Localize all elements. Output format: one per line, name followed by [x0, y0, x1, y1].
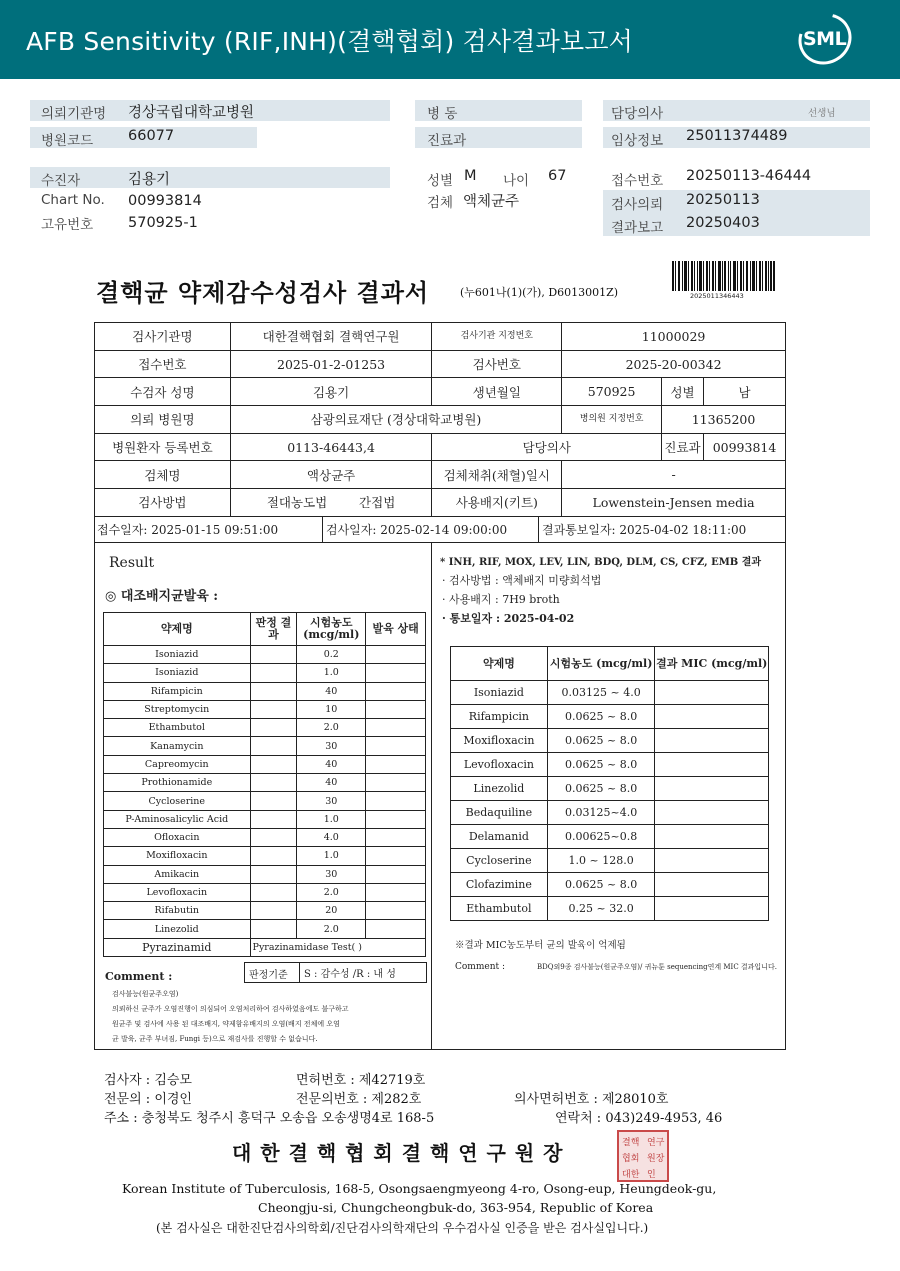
hosp-code-label-cell: 병의원 지정번호	[562, 406, 662, 434]
table-row	[104, 755, 426, 773]
test-concentration: 1.0	[297, 810, 366, 828]
drug-col-header: 약제명	[104, 613, 251, 646]
pza-value: Pyrazinamidase Test( )	[250, 938, 425, 956]
judge-result	[250, 865, 297, 883]
growth-status	[366, 700, 426, 718]
patient-label: 수진자	[41, 173, 81, 189]
sex-label-cell: 성별	[662, 378, 704, 406]
growth-status	[366, 810, 426, 828]
table-row	[451, 873, 769, 897]
eng-address-2: Cheongju-si, Chungcheongbuk-do, 363-954, Republic of Korea	[258, 1200, 654, 1215]
growth-status	[366, 902, 426, 920]
patient-name-value: 김용기	[230, 378, 432, 406]
mic-drug-name: Cycloserine	[451, 849, 548, 873]
test-concentration: 1.0	[297, 664, 366, 682]
table-row	[104, 737, 426, 755]
address: 주소 : 충청북도 청주시 흥덕구 오송읍 오송생명4로 168-5	[104, 1111, 435, 1126]
chart-label: Chart No.	[41, 192, 105, 208]
test-concentration: 20	[297, 902, 366, 920]
mic-concentration: 0.00625~0.8	[547, 825, 655, 849]
growth-status	[366, 664, 426, 682]
barcode-number: 2025011346443	[690, 292, 744, 300]
mic-drug-name: Ethambutol	[451, 897, 548, 921]
mic-result	[655, 753, 769, 777]
mic-comment-label: Comment :	[455, 962, 506, 972]
mic-concentration: 0.03125 ~ 4.0	[547, 681, 655, 705]
medium-value: Lowenstein-Jensen media	[562, 489, 786, 517]
growth-col-header: 발육 상태	[366, 613, 426, 646]
age-label: 나이	[503, 173, 530, 189]
table-row	[451, 753, 769, 777]
mic-result	[655, 729, 769, 753]
age-value: 67	[548, 168, 567, 184]
specialist-number: 전문의번호 : 제282호	[296, 1092, 422, 1107]
dates-row	[94, 516, 786, 543]
table-row	[104, 646, 426, 664]
mic-conc-header: 시험농도 (mcg/ml)	[547, 647, 655, 681]
table-row	[104, 792, 426, 810]
certification: (본 검사실은 대한진단검사의학회/진단검사의학재단의 우수검사실 인증을 받은 검사실입니다.)	[156, 1221, 649, 1235]
table-row	[104, 719, 426, 737]
control-growth-label: ◎ 대조배지균발육 :	[105, 589, 219, 604]
specialist: 전문의 : 이경인	[104, 1092, 192, 1107]
drug-name: Ofloxacin	[104, 828, 251, 846]
table-row	[451, 897, 769, 921]
mic-result	[655, 777, 769, 801]
comment-title: 검사불능(원균주오염)	[112, 990, 179, 998]
table-row	[451, 777, 769, 801]
drug-name: Ethambutol	[104, 719, 251, 737]
table-row	[104, 865, 426, 883]
drug-table	[103, 612, 426, 957]
specimen-value: 액체균주	[463, 194, 520, 210]
reg-value: 0113-46443,4	[230, 433, 432, 461]
mic-notify: · 통보일자 : 2025-04-02	[442, 612, 575, 625]
mic-concentration: 0.0625 ~ 8.0	[547, 873, 655, 897]
mic-drug-name: Moxifloxacin	[451, 729, 548, 753]
sex-label: 성별	[427, 173, 454, 189]
drug-name: Isoniazid	[104, 646, 251, 664]
drug-name: Rifabutin	[104, 902, 251, 920]
official-seal: 결핵 연구 협회 원장 대한 인	[617, 1130, 669, 1182]
drug-name: Linezolid	[104, 920, 251, 938]
patient-name-label: 수검자 성명	[95, 378, 231, 406]
mic-drug-name: Clofazimine	[451, 873, 548, 897]
growth-status	[366, 719, 426, 737]
mic-header: * INH, RIF, MOX, LEV, LIN, BDQ, DLM, CS, CFZ, EMB 결과	[440, 557, 762, 568]
comment-label: Comment :	[105, 970, 173, 983]
growth-status	[366, 920, 426, 938]
growth-status	[366, 847, 426, 865]
judge-result	[250, 810, 297, 828]
mic-drug-name: Levofloxacin	[451, 753, 548, 777]
mic-medium: · 사용배지 : 7H9 broth	[442, 593, 560, 606]
birth-value: 570925	[562, 378, 662, 406]
receipt-no-label: 접수번호	[95, 350, 231, 378]
test-concentration: 30	[297, 792, 366, 810]
specimen-name-label: 검체명	[95, 461, 231, 489]
drug-name: Rifampicin	[104, 682, 251, 700]
specimen-name-value: 액상균주	[230, 461, 432, 489]
mic-drug-name: Bedaquiline	[451, 801, 548, 825]
test-concentration: 40	[297, 774, 366, 792]
specimen-label: 검체	[427, 195, 454, 211]
doctor-license: 의사면허번호 : 제28010호	[514, 1092, 669, 1107]
table-row	[451, 849, 769, 873]
inst-value: 대한결핵협회 결핵연구원	[230, 323, 432, 351]
criteria-label: 판정기준	[249, 970, 288, 981]
birth-label: 생년월일	[432, 378, 562, 406]
test-concentration: 2.0	[297, 920, 366, 938]
test-date: 검사일자: 2025-02-14 09:00:00	[322, 516, 507, 542]
test-concentration: 4.0	[297, 828, 366, 846]
examiner-license: 면허번호 : 제42719호	[296, 1073, 426, 1088]
judge-result	[250, 792, 297, 810]
mic-result	[655, 825, 769, 849]
judge-result	[250, 646, 297, 664]
doctor-label-cell: 담당의사	[432, 433, 662, 461]
mic-concentration: 0.0625 ~ 8.0	[547, 753, 655, 777]
method-value: 절대농도법 간접법	[230, 489, 432, 517]
org-label: 의뢰기관명	[41, 106, 107, 122]
criteria-box	[244, 962, 427, 983]
report-title: AFB Sensitivity (RIF,INH)(결핵협회) 검사결과보고서	[26, 27, 634, 56]
drug-name: Capreomycin	[104, 755, 251, 773]
table-row	[451, 705, 769, 729]
inst-label: 검사기관명	[95, 323, 231, 351]
mic-result-header: 결과 MIC (mcg/ml)	[655, 647, 769, 681]
org-signature: 대 한 결 핵 협 회 결 핵 연 구 원 장	[232, 1141, 564, 1165]
judge-result	[250, 664, 297, 682]
judge-result	[250, 847, 297, 865]
judge-result	[250, 755, 297, 773]
judge-result	[250, 682, 297, 700]
test-no-value: 2025-20-00342	[562, 350, 786, 378]
table-row	[104, 700, 426, 718]
report-label: 결과보고	[611, 220, 664, 236]
receipt-date: 접수일자: 2025-01-15 09:51:00	[97, 523, 279, 537]
table-row	[104, 664, 426, 682]
mic-drug-header: 약제명	[451, 647, 548, 681]
doctor-label: 담당의사	[611, 106, 664, 122]
result-title: Result	[109, 555, 155, 571]
table-row	[104, 810, 426, 828]
reg-label: 병원환자 등록번호	[95, 433, 231, 461]
test-concentration: 10	[297, 700, 366, 718]
table-row	[104, 847, 426, 865]
judge-result	[250, 902, 297, 920]
medium-label: 사용배지(키트)	[432, 489, 562, 517]
drug-name: Cycloserine	[104, 792, 251, 810]
growth-status	[366, 828, 426, 846]
mic-result	[655, 897, 769, 921]
dept-label: 진료과	[427, 133, 467, 149]
growth-status	[366, 737, 426, 755]
inst-code-label: 검사기관 지정번호	[432, 323, 562, 351]
collect-value: -	[562, 461, 786, 489]
drug-name: Prothionamide	[104, 774, 251, 792]
mic-result	[655, 873, 769, 897]
judge-result	[250, 700, 297, 718]
receipt-value: 20250113-46444	[686, 168, 812, 184]
patient-value: 김용기	[128, 172, 171, 188]
dept-label-cell: 진료과	[662, 433, 704, 461]
hosp-value: 삼광의료재단 (경상대학교병원)	[230, 406, 561, 434]
mic-drug-name: Delamanid	[451, 825, 548, 849]
specimen-info-table	[94, 322, 786, 517]
growth-status	[366, 774, 426, 792]
barcode	[672, 261, 775, 291]
test-concentration: 1.0	[297, 847, 366, 865]
mic-drug-name: Rifampicin	[451, 705, 548, 729]
hosp-label: 의뢰 병원명	[95, 406, 231, 434]
dept-value-cell: 00993814	[704, 433, 786, 461]
unique-label: 고유번호	[41, 217, 94, 233]
sex-value-cell: 남	[704, 378, 786, 406]
doctor-suffix: 선생님	[808, 108, 836, 119]
report-header	[0, 0, 900, 79]
table-row	[451, 729, 769, 753]
method-label: 검사방법	[95, 489, 231, 517]
growth-status	[366, 792, 426, 810]
notify-date: 결과통보일자: 2025-04-02 18:11:00	[538, 516, 746, 542]
examiner: 검사자 : 김승모	[104, 1073, 192, 1088]
sml-logo: SML	[798, 14, 852, 64]
receipt-no-value: 2025-01-2-01253	[230, 350, 432, 378]
judge-result	[250, 774, 297, 792]
test-concentration: 2.0	[297, 719, 366, 737]
mic-drug-name: Linezolid	[451, 777, 548, 801]
collect-label: 검체채취(채혈)일시	[432, 461, 562, 489]
comment-text: 의뢰하신 균주가 오염진행이 의심되어 오염처리하여 검사하였음에도 불구하고 원균주 및 검사에 사용 된 대조배지, 약제함유배지의 오염(배지 전체에 오염 균 발육, 균주 부녀짐, Fungi 등)으로 재검사를 진행할 수 없습니다.	[112, 1005, 349, 1043]
growth-status	[366, 682, 426, 700]
table-row	[104, 902, 426, 920]
test-concentration: 30	[297, 737, 366, 755]
mic-drug-name: Isoniazid	[451, 681, 548, 705]
req-label: 검사의뢰	[611, 197, 664, 213]
chart-value: 00993814	[128, 193, 202, 209]
mic-concentration: 0.0625 ~ 8.0	[547, 729, 655, 753]
test-concentration: 40	[297, 682, 366, 700]
clinical-value: 25011374489	[686, 128, 788, 144]
hosp-code-label: 병원코드	[41, 133, 94, 149]
drug-name: Amikacin	[104, 865, 251, 883]
mic-concentration: 1.0 ~ 128.0	[547, 849, 655, 873]
test-concentration: 30	[297, 865, 366, 883]
table-row	[104, 828, 426, 846]
mic-result	[655, 705, 769, 729]
inst-code-value: 11000029	[562, 323, 786, 351]
pza-label: Pyrazinamid	[104, 938, 251, 956]
patient-bar	[30, 167, 390, 188]
judge-result	[250, 920, 297, 938]
report-value: 20250403	[686, 215, 760, 231]
sex-value: M	[464, 168, 477, 184]
mic-concentration: 0.0625 ~ 8.0	[547, 777, 655, 801]
req-value: 20250113	[686, 192, 760, 208]
drug-name: P-Aminosalicylic Acid	[104, 810, 251, 828]
test-concentration: 40	[297, 755, 366, 773]
mic-table	[450, 646, 769, 921]
conc-col-header: 시험농도 (mcg/ml)	[297, 613, 366, 646]
unique-value: 570925-1	[128, 215, 198, 231]
growth-status	[366, 883, 426, 901]
growth-status	[366, 865, 426, 883]
judge-result	[250, 737, 297, 755]
mic-concentration: 0.0625 ~ 8.0	[547, 705, 655, 729]
ward-label: 병 동	[427, 106, 458, 122]
drug-name: Kanamycin	[104, 737, 251, 755]
judge-result	[250, 828, 297, 846]
org-value: 경상국립대학교병원	[128, 105, 255, 121]
judge-col-header: 판정 결과	[250, 613, 297, 646]
drug-name: Levofloxacin	[104, 883, 251, 901]
drug-name: Moxifloxacin	[104, 847, 251, 865]
doc-title: 결핵균 약제감수성검사 결과서	[96, 278, 430, 307]
mic-note: ※결과 MIC농도부터 균의 발육이 억제됨	[455, 940, 626, 951]
test-concentration: 0.2	[297, 646, 366, 664]
table-row	[104, 774, 426, 792]
doc-subtitle: (누601나(1)(가), D6013001Z)	[460, 286, 619, 299]
test-no-label: 검사번호	[432, 350, 562, 378]
hosp-code-value-cell: 11365200	[662, 406, 786, 434]
mic-result	[655, 849, 769, 873]
drug-name: Isoniazid	[104, 664, 251, 682]
eng-address-1: Korean Institute of Tuberculosis, 168-5, Osongsaengmyeong 4-ro, Osong-eup, Heungdeok-gu,	[122, 1181, 717, 1196]
table-row	[451, 825, 769, 849]
table-row	[451, 681, 769, 705]
growth-status	[366, 646, 426, 664]
mic-method: · 검사방법 : 액체배지 미량희석법	[442, 574, 602, 587]
criteria-value: S : 감수성 /R : 내 성	[299, 962, 396, 982]
mic-concentration: 0.25 ~ 32.0	[547, 897, 655, 921]
mic-result	[655, 681, 769, 705]
mic-comment-value: BDQ외9종 검사불능(원균주오염)/ 귀뉴툰 sequencing연계 MIC 결과입니다.	[537, 963, 777, 971]
receipt-label: 접수번호	[611, 173, 664, 189]
mic-concentration: 0.03125~4.0	[547, 801, 655, 825]
table-row	[104, 682, 426, 700]
table-row	[451, 801, 769, 825]
clinical-label: 임상정보	[611, 133, 664, 149]
test-concentration: 2.0	[297, 883, 366, 901]
drug-name: Streptomycin	[104, 700, 251, 718]
contact: 연락처 : 043)249-4953, 46	[555, 1111, 723, 1126]
hosp-code-value: 66077	[128, 128, 175, 144]
judge-result	[250, 719, 297, 737]
table-row	[104, 883, 426, 901]
mic-result	[655, 801, 769, 825]
table-row	[104, 920, 426, 938]
growth-status	[366, 755, 426, 773]
judge-result	[250, 883, 297, 901]
